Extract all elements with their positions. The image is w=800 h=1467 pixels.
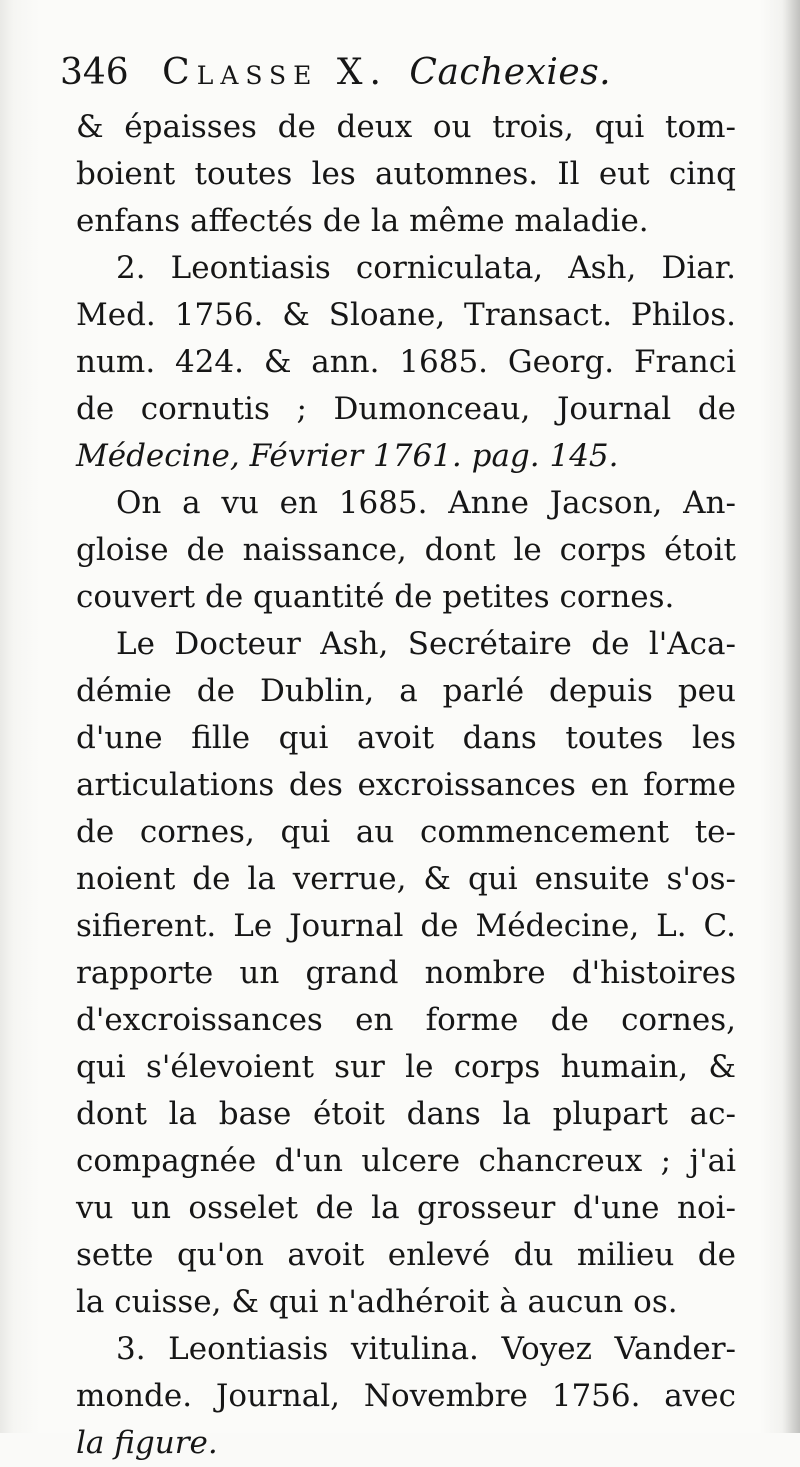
text-line: monde. Journal, Novembre 1756. avec — [76, 1378, 736, 1414]
text-line: noient de la verrue, & qui ensuite s'os- — [76, 861, 736, 897]
text-line: Le Docteur Ash, Secrétaire de l'Aca- — [116, 626, 736, 662]
text-line: boient toutes les automnes. Il eut cinq — [76, 156, 736, 192]
text-line: 2. Leontiasis corniculata, Ash, Diar. — [116, 250, 736, 286]
text-line: sette qu'on avoit enlevé du milieu de — [76, 1237, 736, 1273]
text-line: dont la base étoit dans la plupart ac- — [76, 1096, 736, 1132]
text-line: rapporte un grand nombre d'histoires — [76, 955, 736, 991]
running-header — [60, 48, 740, 98]
body-text — [76, 104, 736, 1467]
text-line: vu un osselet de la grosseur d'une noi- — [76, 1190, 736, 1226]
text-line: num. 424. & ann. 1685. Georg. Franci — [76, 344, 736, 380]
text-line: couvert de quantité de petites cornes. — [76, 579, 675, 615]
text-line: 3. Leontiasis vitulina. Voyez Vander- — [116, 1331, 736, 1367]
text-line: sifierent. Le Journal de Médecine, L. C. — [76, 908, 736, 944]
text-line: démie de Dublin, a parlé depuis peu — [76, 673, 736, 709]
page-number: 346 — [60, 52, 129, 93]
section-title: Cachexies. — [409, 52, 612, 93]
text-line: enfans affectés de la même maladie. — [76, 203, 649, 239]
text-line: Médecine, Février 1761. pag. 145. — [76, 438, 619, 474]
text-line: & épaisses de deux ou trois, qui tom- — [76, 109, 736, 145]
text-line: Med. 1756. & Sloane, Transact. Philos. — [76, 297, 736, 333]
text-line: compagnée d'un ulcere chancreux ; j'ai — [76, 1143, 736, 1179]
text-line: la figure. — [76, 1425, 218, 1461]
class-heading: Classe X. — [162, 52, 388, 93]
page-edge-shadow — [782, 0, 800, 1433]
text-line: gloise de naissance, dont le corps étoit — [76, 532, 736, 568]
text-line: d'une fille qui avoit dans toutes les — [76, 720, 736, 756]
text-line: articulations des excroissances en forme — [76, 767, 736, 803]
text-line: de cornes, qui au commencement te- — [76, 814, 736, 850]
text-line: d'excroissances en forme de cornes, — [76, 1002, 736, 1038]
text-line: la cuisse, & qui n'adhéroit à aucun os. — [76, 1284, 678, 1320]
text-line: de cornutis ; Dumonceau, Journal de — [76, 391, 736, 427]
text-line: On a vu en 1685. Anne Jacson, An- — [116, 485, 736, 521]
text-line: qui s'élevoient sur le corps humain, & — [76, 1049, 736, 1085]
